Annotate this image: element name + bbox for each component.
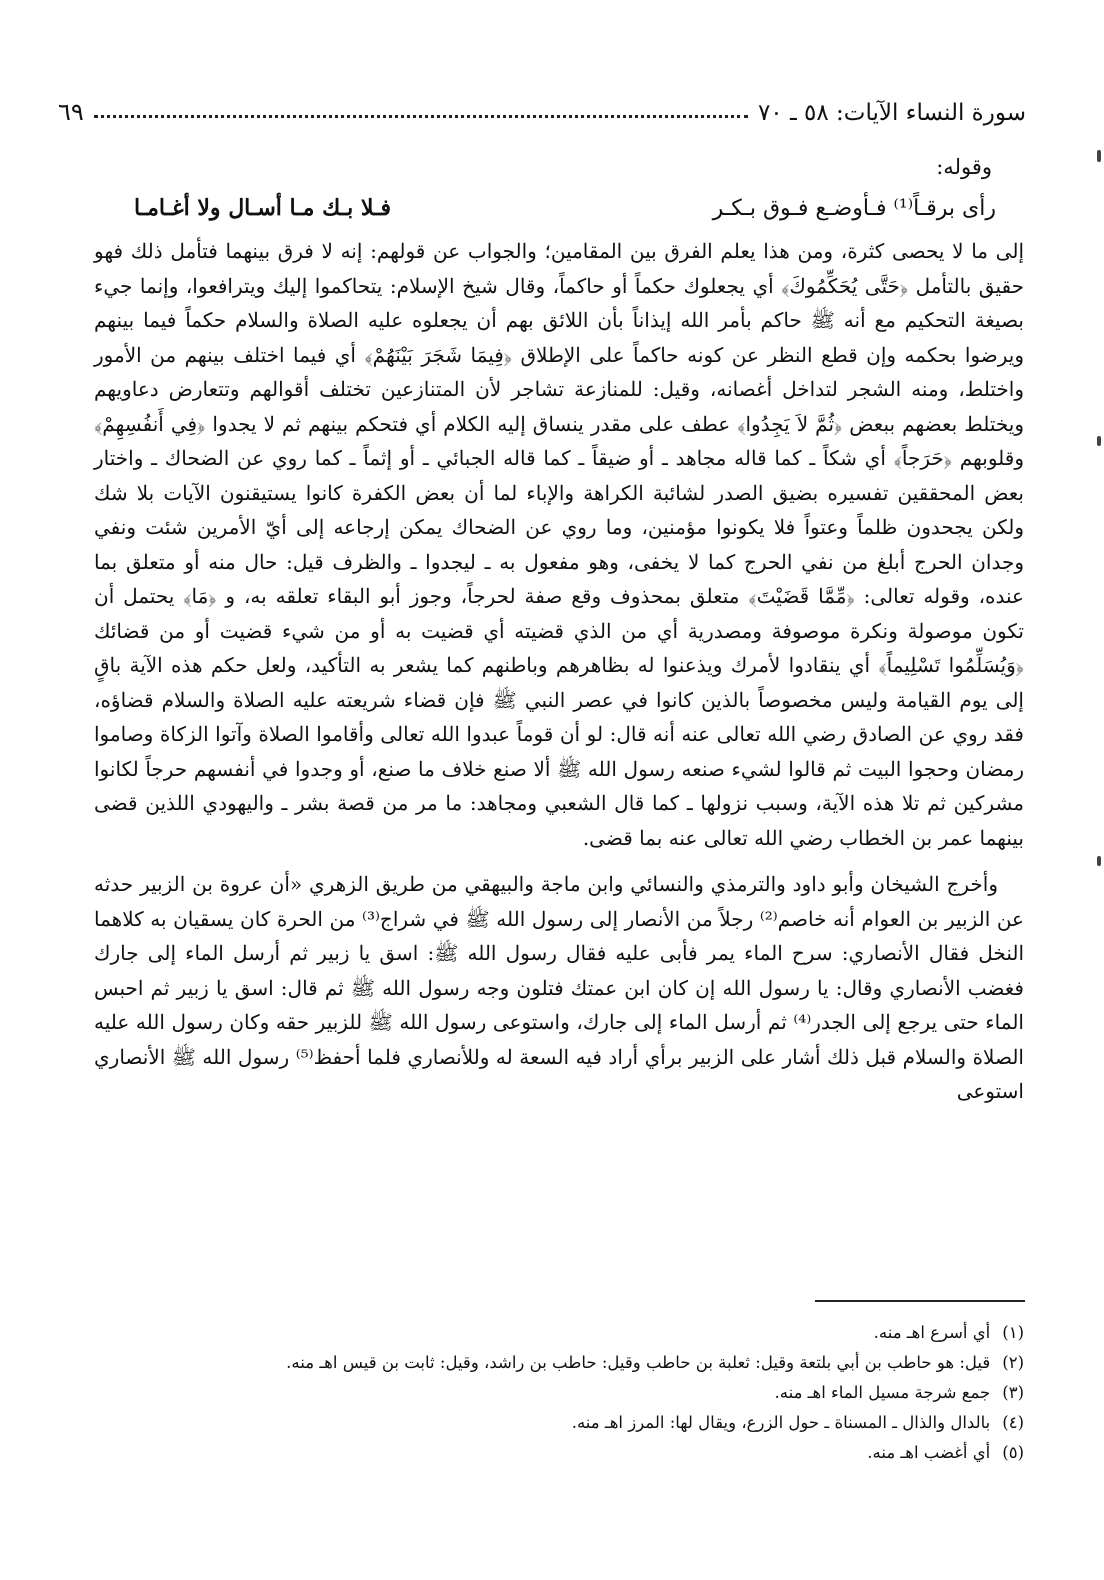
footnotes [124,1318,1024,1468]
footnote-2 [124,1348,1024,1378]
running-header [58,92,1026,126]
header-dot-leader [94,115,748,118]
footnote-number: (١) [1002,1323,1024,1342]
footnote-text: أي أغضب اهـ منه. [867,1443,991,1462]
poetry-verse [94,191,1024,227]
footnote-3 [124,1378,1024,1408]
verse-first-hemistich: رأى برقـاً⁽¹⁾ فـأوضـع فـوق بـكـر [712,195,996,221]
footnote-text: جمع شرجة مسيل الماء اهـ منه. [774,1383,991,1402]
footnote-4 [124,1408,1024,1438]
footnote-separator [815,1300,1025,1302]
footnote-number: (٥) [1002,1443,1024,1462]
page-number: ٦٩ [58,98,84,126]
main-text [94,150,1024,1109]
scan-edge-mark [1097,856,1101,866]
paragraph-1: إلى ما لا يحصى كثرة، ومن هذا يعلم الفرق بين المقامين؛ والجواب عن قولهم: إنه لا فرق بينهما فتأمل ذلك فهو حقيق بالتأمل ﴿حَتَّى يُحَكِّمُوكَ﴾ أي يجعلوك حكماً أو حاكماً، وقال شيخ الإسلام: يتحاكموا إليك ويترافعوا، وإنما جيء بصيغة التحكيم مع أنه ﷺ حاكم بأمر الله إيذاناً بأن اللائق بهم أن يجعلوه عليه الصلاة والسلام حكماً فيما بينهم ويرضوا بحكمه وإن قطع النظر عن كونه حاكماً على الإطلاق ﴿فِيمَا شَجَرَ بَيْنَهُمْ﴾ أي فيما اختلف بينهم من الأمور واختلط، ومنه الشجر لتداخل أغصانه، وقيل: للمنازعة تشاجر لأن المتنازعين تختلف أقوالهم وتتعارض دعاويهم ويختلط بعضهم ببعض ﴿ثُمَّ لاَ يَجِدُوا﴾ عطف على مقدر ينساق إليه الكلام أي فتحكم بينهم ثم لا يجدوا ﴿فِي أَنفُسِهِمْ﴾ وقلوبهم ﴿حَرَجاً﴾ أي شكاً ـ كما قاله مجاهد ـ أو ضيقاً ـ كما قاله الجبائي ـ أو إثماً ـ كما روي عن الضحاك ـ واختار بعض المحققين تفسيره بضيق الصدر لشائبة الكراهة والإباء لما أن بعض الكفرة كانوا يستيقنون الآيات بلا شك ولكن يجحدون ظلماً وعتواً فلا يكونوا مؤمنين، وما روي عن الضحاك يمكن إرجاعه إلى أيّ الأمرين شئت ونفي وجدان الحرج أبلغ من نفي الحرج كما لا يخفى، وهو مفعول به ـ ليجدوا ـ والظرف قيل: حال منه أو متعلق بما عنده، وقوله تعالى: ﴿مِّمَّا قَضَيْتَ﴾ متعلق بمحذوف وقع صفة لحرجاً، وجوز أبو البقاء تعلقه به، و ﴿مَا﴾ يحتمل أن تكون موصولة ونكرة موصوفة ومصدرية أي من الذي قضيته أي قضيت به أو من شيء قضيت أو من قضائك ﴿وَيُسَلِّمُوا تَسْلِيماً﴾ أي ينقادوا لأمرك ويذعنوا له بظاهرهم وباطنهم كما يشعر به التأكيد، ولعل حكم هذه الآية باقٍ إلى يوم القيامة وليس مخصوصاً بالذين كانوا في عصر النبي ﷺ فإن قضاء شريعته عليه الصلاة والسلام قضاؤه، فقد روي عن الصادق رضي الله تعالى عنه أنه قال: لو أن قوماً عبدوا الله تعالى وأقاموا الصلاة وآتوا الزكاة وصاموا رمضان وحجوا البيت ثم قالوا لشيء صنعه رسول الله ﷺ ألا صنع خلاف ما صنع، أو وجدوا في أنفسهم حرجاً لكانوا مشركين ثم تلا هذه الآية، وسبب نزولها ـ كما قال الشعبي ومجاهد: ما مر من قصة بشر ـ واليهودي اللذين قضى بينهما عمر بن الخطاب رضي الله تعالى عنه بما قضى. [94,239,1025,850]
scan-edge-mark [1097,150,1101,162]
intro-line: وقوله: [936,155,992,179]
header-title: سورة النساء الآيات: ٥٨ ـ ٧٠ [757,100,1026,126]
footnote-text: قيل: هو حاطب بن أبي بلتعة وقيل: ثعلبة بن حاطب وقيل: حاطب بن راشد، وقيل: ثابت بن قيس اهـ منه. [286,1353,991,1372]
footnote-number: (٢) [1002,1353,1024,1372]
scan-edge-mark [1097,436,1101,446]
footnote-5 [124,1438,1024,1468]
footnote-text: أي أسرع اهـ منه. [873,1323,991,1342]
footnote-text: بالدال والذال ـ المسناة ـ حول الزرع، ويقال لها: المرز اهـ منه. [571,1413,991,1432]
verse-second-hemistich: فـلا بـك مـا أسـال ولا أغـامـا [134,194,391,221]
footnote-number: (٣) [1002,1383,1024,1402]
footnote-number: (٤) [1002,1413,1024,1432]
footnote-1 [124,1318,1024,1348]
paragraph-2: وأخرج الشيخان وأبو داود والترمذي والنسائي وابن ماجة والبيهقي من طريق الزهري «أن عروة بن الزبير حدثه عن الزبير بن العوام أنه خاصم⁽²⁾ رجلاً من الأنصار إلى رسول الله ﷺ في شراج⁽³⁾ من الحرة كان يسقيان به كلاهما النخل فقال الأنصاري: سرح الماء يمر فأبى عليه فقال رسول الله ﷺ: اسق يا زبير ثم أرسل الماء إلى جارك فغضب الأنصاري وقال: يا رسول الله إن كان ابن عمتك فتلون وجه رسول الله ﷺ ثم قال: اسق يا زبير ثم احبس الماء حتى يرجع إلى الجدر⁽⁴⁾ ثم أرسل الماء إلى جارك، واستوعى رسول الله ﷺ للزبير حقه وكان رسول الله عليه الصلاة والسلام قبل ذلك أشار على الزبير برأي أراد فيه السعة له وللأنصاري فلما أحفظ⁽⁵⁾ رسول الله ﷺ الأنصاري استوعى [94,872,1024,1103]
